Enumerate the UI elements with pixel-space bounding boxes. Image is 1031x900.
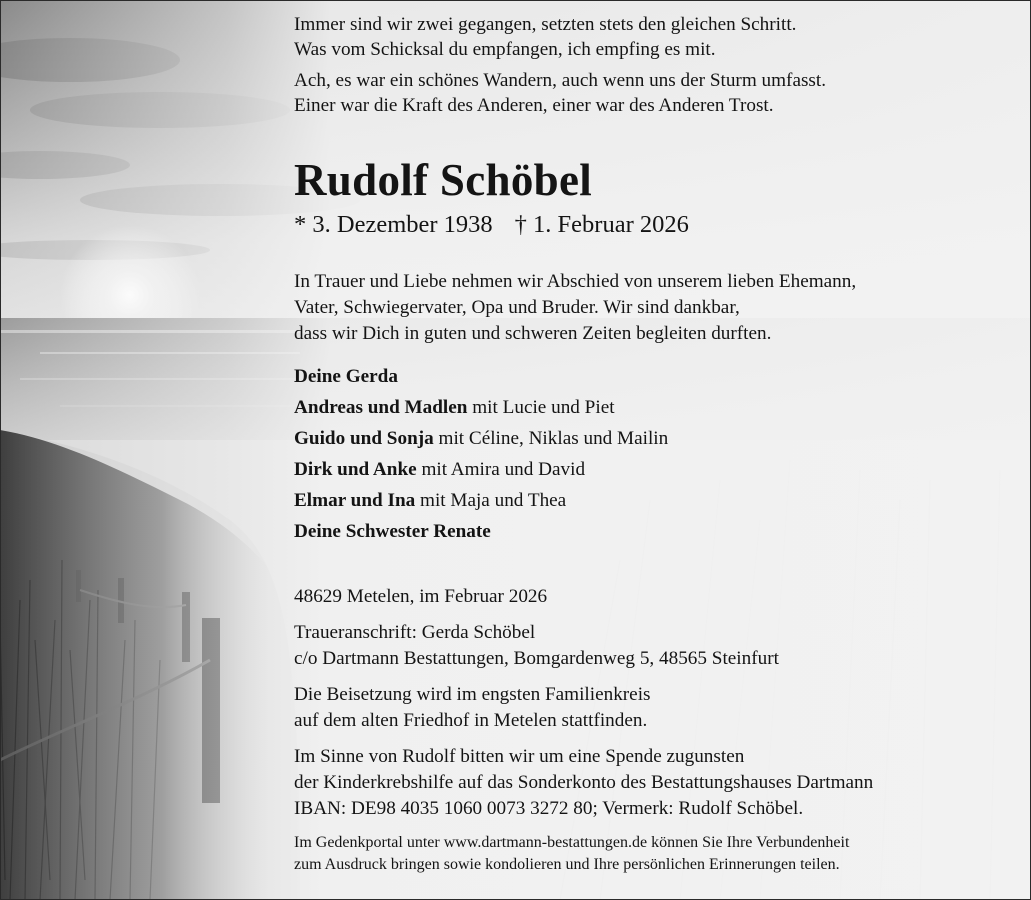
death-date: † 1. Februar 2026 <box>514 211 689 238</box>
mourner-name: Deine Schwester Renate <box>294 521 491 542</box>
poem-stanza <box>294 12 1019 62</box>
memorial-portal-note <box>294 832 1019 876</box>
donation-info <box>294 744 1019 822</box>
donation-line: Im Sinne von Rudolf bitten wir um eine Spende zugunsten <box>294 746 745 767</box>
donation-line: IBAN: DE98 4035 1060 0073 3272 80; Vermerk: Rudolf Schöbel. <box>294 798 804 819</box>
deceased-name: Rudolf Schöbel <box>294 155 593 205</box>
mourner-companions: mit Céline, Niklas und Mailin <box>433 428 669 449</box>
mourner-name: Guido und Sonja <box>294 428 434 449</box>
poem <box>294 12 1019 118</box>
place-date: 48629 Metelen, im Februar 2026 <box>294 586 548 607</box>
address-line: Traueranschrift: Gerda Schöbel <box>294 622 536 643</box>
funeral-line: Die Beisetzung wird im engsten Familienkreis <box>294 684 651 705</box>
farewell-text <box>294 269 1019 347</box>
farewell-line: dass wir Dich in guten und schweren Zeiten begleiten durften. <box>294 323 772 344</box>
mourner-row <box>294 454 1019 485</box>
poem-line: Was vom Schicksal du empfangen, ich empfing es mit. <box>294 39 716 60</box>
farewell-line: In Trauer und Liebe nehmen wir Abschied von unserem lieben Ehemann, <box>294 271 857 292</box>
portal-line: Im Gedenkportal unter www.dartmann-bestattungen.de können Sie Ihre Verbundenheit <box>294 834 850 851</box>
mourner-row <box>294 361 1019 392</box>
mourning-address <box>294 620 1019 672</box>
poem-line: Immer sind wir zwei gegangen, setzten stets den gleichen Schritt. <box>294 14 797 35</box>
mourners-list <box>294 361 1019 547</box>
funeral-line: auf dem alten Friedhof in Metelen stattfinden. <box>294 710 648 731</box>
mourner-name: Elmar und Ina <box>294 490 416 511</box>
funeral-info <box>294 682 1019 734</box>
mourner-row <box>294 392 1019 423</box>
mourner-companions: mit Lucie und Piet <box>467 397 615 418</box>
poem-stanza <box>294 68 1019 118</box>
mourner-name: Deine Gerda <box>294 366 398 387</box>
mourner-row <box>294 423 1019 454</box>
farewell-line: Vater, Schwiegervater, Opa und Bruder. Wir sind dankbar, <box>294 297 740 318</box>
poem-line: Einer war die Kraft des Anderen, einer war des Anderen Trost. <box>294 95 774 116</box>
mourner-companions: mit Amira und David <box>416 459 586 480</box>
donation-line: der Kinderkrebshilfe auf das Sonderkonto des Bestattungshauses Dartmann <box>294 772 874 793</box>
life-dates <box>294 210 1019 240</box>
portal-line: zum Ausdruck bringen sowie kondolieren und Ihre persönlichen Erinnerungen teilen. <box>294 856 840 873</box>
poem-line: Ach, es war ein schönes Wandern, auch wenn uns der Sturm umfasst. <box>294 70 827 91</box>
mourner-row <box>294 485 1019 516</box>
mourner-name: Andreas und Madlen <box>294 397 468 418</box>
birth-date: * 3. Dezember 1938 <box>294 211 493 238</box>
mourner-companions: mit Maja und Thea <box>415 490 567 511</box>
mourner-row <box>294 516 1019 547</box>
mourner-name: Dirk und Anke <box>294 459 417 480</box>
address-line: c/o Dartmann Bestattungen, Bomgardenweg 5, 48565 Steinfurt <box>294 648 779 669</box>
notice-content <box>294 12 1019 876</box>
